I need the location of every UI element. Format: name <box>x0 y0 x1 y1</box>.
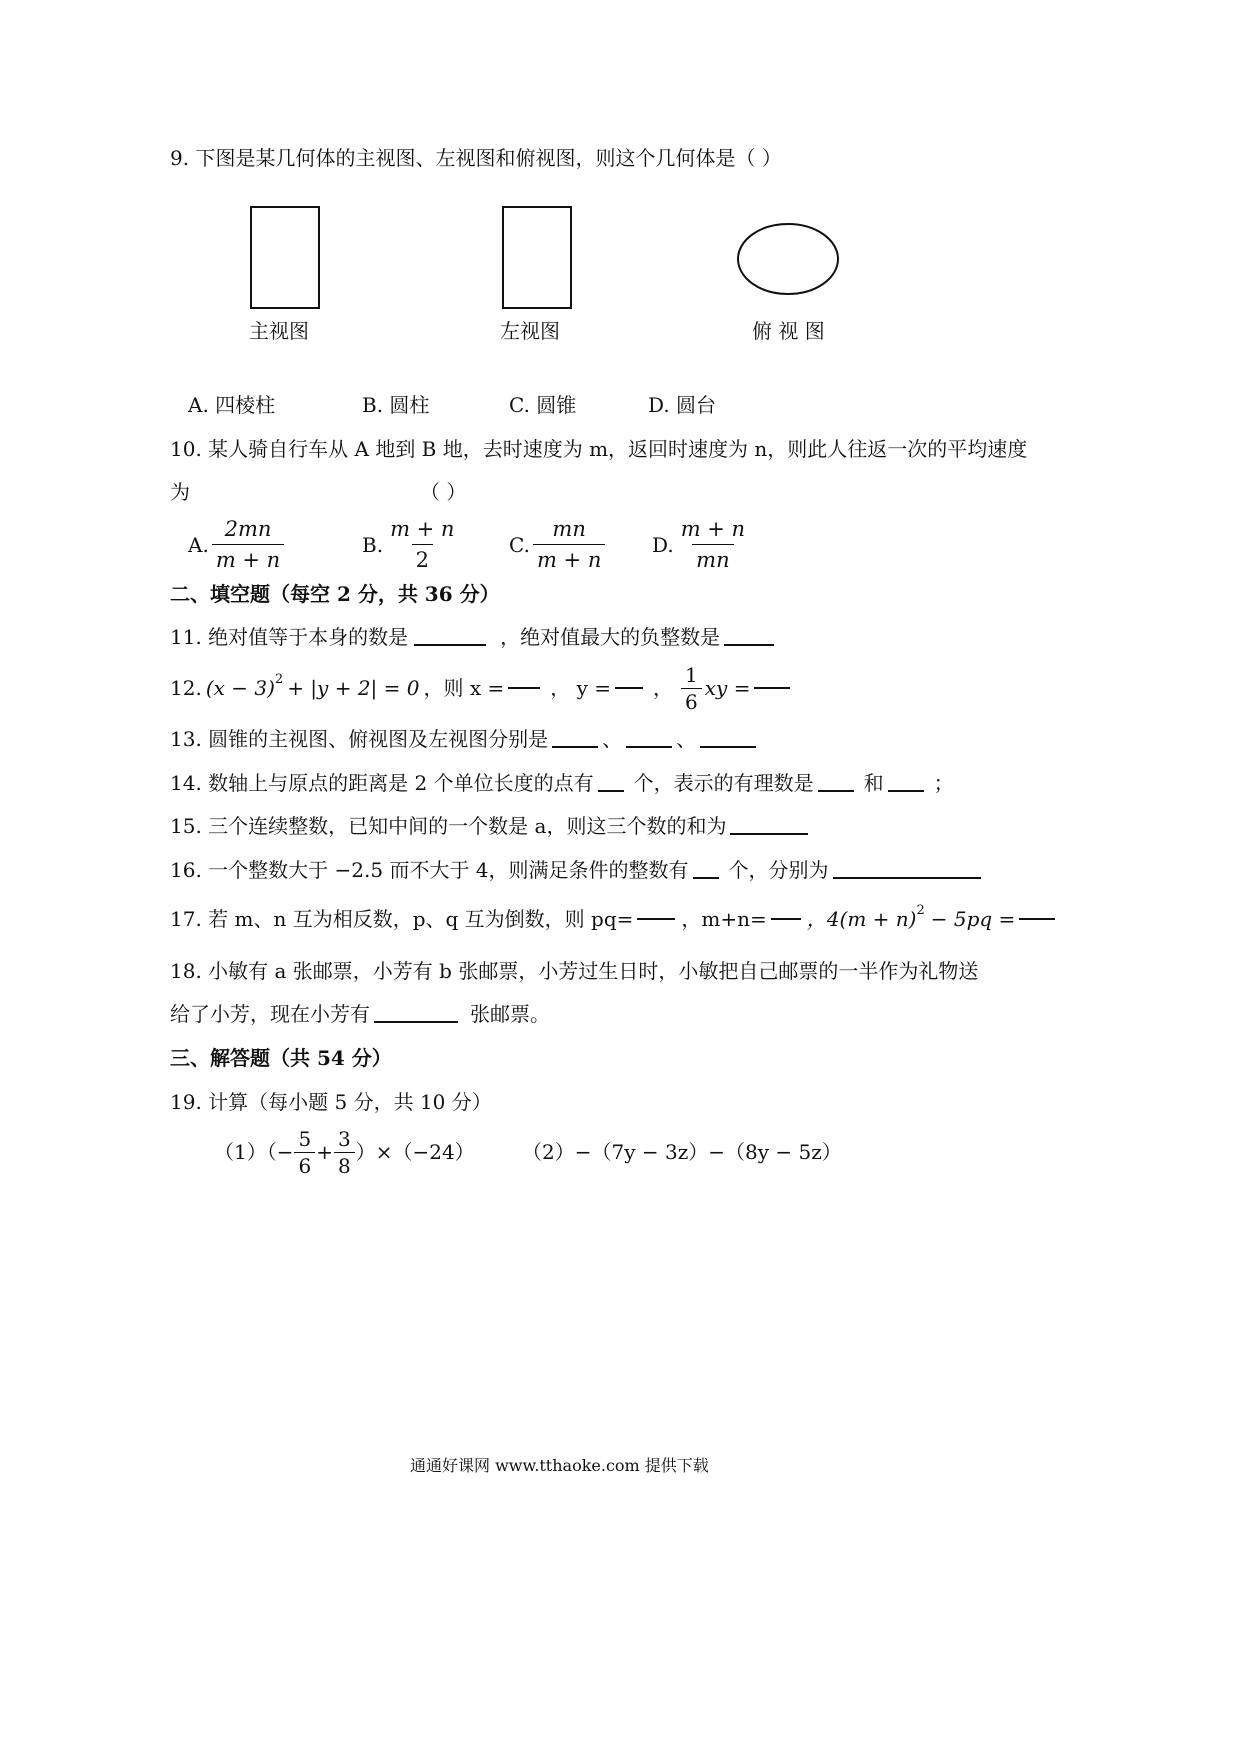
q19-p1-prefix: （1）（− <box>214 1140 294 1164</box>
q14-blank3[interactable] <box>888 790 924 792</box>
q9-option-a: A. 四棱柱 <box>188 393 276 417</box>
footer-text: 通通好课网 www.tthaoke.com 提供下载 <box>410 1456 709 1475</box>
q12-fraction <box>681 664 702 713</box>
q18-line2b: 张邮票。 <box>470 1002 550 1026</box>
q15-blank[interactable] <box>730 833 808 835</box>
q14-part3: 和 <box>863 771 884 795</box>
q18-line1: 18. 小敏有 a 张邮票，小芳有 b 张邮票，小芳过生日时，小敏把自己邮票的一半作为礼物送 <box>170 959 979 983</box>
q19-p1-f1-num: 5 <box>298 1126 312 1151</box>
q17-blank1[interactable] <box>637 918 675 920</box>
q18-line2 <box>170 1002 550 1026</box>
q12-frac-den: 6 <box>681 688 702 713</box>
q10-option-c <box>509 516 608 573</box>
q12-part-x: ，则 x = <box>423 676 505 700</box>
q11-blank1[interactable] <box>414 644 486 646</box>
left-view-rectangle <box>502 206 572 309</box>
q13-blank3[interactable] <box>700 746 756 748</box>
q10-option-a-fraction <box>212 516 284 573</box>
q10-option-c-fraction <box>533 516 605 573</box>
q17-part4: − 5pq = <box>930 907 1016 931</box>
q16-blank2[interactable] <box>833 877 981 879</box>
q10-option-a-den: m + n <box>212 544 284 573</box>
q13-blank1[interactable] <box>552 746 598 748</box>
q18-line2a: 给了小芳，现在小芳有 <box>170 1002 370 1026</box>
q12 <box>170 662 790 714</box>
q15-text: 15. 三个连续整数，已知中间的一个数是 a，则这三个数的和为 <box>170 814 727 838</box>
q14-part2: 个，表示的有理数是 <box>633 771 814 795</box>
q10-option-d-den: mn <box>692 544 733 573</box>
q19-p1-fraction2 <box>334 1128 355 1177</box>
q9-option-c: C. 圆锥 <box>509 393 577 417</box>
q10-answer-paren: （ ） <box>420 480 467 504</box>
q12-part-y: ， y = <box>550 676 612 700</box>
q9-stem: 9. 下图是某几何体的主视图、左视图和俯视图，则这个几何体是（ ） <box>170 146 782 170</box>
q12-frac-num: 1 <box>685 662 698 687</box>
top-view-ellipse <box>736 222 840 296</box>
q10-option-b <box>362 516 461 573</box>
q17-blank2[interactable] <box>771 918 801 920</box>
section3-title: 三、解答题（共 54 分） <box>170 1046 392 1070</box>
q10-option-d <box>652 516 752 573</box>
q10-option-b-den: 2 <box>412 544 433 573</box>
q17 <box>170 898 1055 940</box>
q9-option-b: B. 圆柱 <box>362 393 430 417</box>
top-view-label: 俯 视 图 <box>752 319 825 343</box>
q12-blank-xy[interactable] <box>754 687 790 689</box>
q10-option-a <box>188 516 287 573</box>
q10-option-c-label: C. <box>509 532 530 557</box>
q17-part1: 17. 若 m、n 互为相反数，p、q 互为倒数，则 pq= <box>170 907 634 931</box>
q12-blank-x[interactable] <box>508 687 540 689</box>
q19-p1-f2-den: 8 <box>334 1152 355 1177</box>
q17-part3: ，4(m + n) <box>806 907 917 931</box>
q16 <box>170 858 981 882</box>
q19-p1-suffix: ）×（−24） <box>355 1140 475 1164</box>
q10-option-d-num: m + n <box>680 517 746 541</box>
left-view-label: 左视图 <box>500 319 560 343</box>
q11 <box>170 625 774 649</box>
q10-option-c-den: m + n <box>533 544 605 573</box>
q13-sep1: 、 <box>602 727 623 751</box>
section2-title: 二、填空题（每空 2 分，共 36 分） <box>170 582 500 606</box>
q9-option-d: D. 圆台 <box>648 393 717 417</box>
front-view-rectangle <box>250 206 320 309</box>
q10-option-b-fraction <box>386 516 458 573</box>
q19-p1-f2-num: 3 <box>337 1126 351 1151</box>
q14-blank2[interactable] <box>818 790 854 792</box>
q14-part4: ； <box>933 771 954 795</box>
q12-expr2: + |y + 2| = 0 <box>287 676 420 700</box>
q17-part2: ，m+n= <box>681 907 767 931</box>
q19-part1 <box>214 1124 475 1180</box>
q13-text: 13. 圆锥的主视图、俯视图及左视图分别是 <box>170 727 549 751</box>
q12-expr1: (x − 3) <box>205 676 275 700</box>
q17-blank3[interactable] <box>1019 918 1055 920</box>
front-view-label: 主视图 <box>249 319 309 343</box>
q10-option-d-label: D. <box>652 532 674 557</box>
q12-exponent: 2 <box>274 672 284 687</box>
q15 <box>170 814 808 838</box>
q19-part2: （2）−（7y − 3z）−（8y − 5z） <box>522 1140 842 1164</box>
q13 <box>170 727 756 751</box>
q19-p1-plus: + <box>316 1140 333 1164</box>
q10-option-a-label: A. <box>188 532 209 557</box>
q16-part2: 个，分别为 <box>728 858 829 882</box>
q13-blank2[interactable] <box>626 746 672 748</box>
q10-option-b-label: B. <box>362 532 384 557</box>
q18-blank[interactable] <box>374 1021 458 1023</box>
q10-option-d-fraction <box>677 516 749 573</box>
q10-option-b-num: m + n <box>390 517 455 541</box>
q19-p1-f1-den: 6 <box>294 1152 315 1177</box>
q16-part1: 16. 一个整数大于 −2.5 而不大于 4，则满足条件的整数有 <box>170 858 689 882</box>
q12-part-xy: xy = <box>704 676 751 700</box>
q12-label: 12. <box>170 676 202 700</box>
q14 <box>170 771 954 795</box>
q19-p1-fraction1 <box>294 1128 315 1177</box>
q14-part1: 14. 数轴上与原点的距离是 2 个单位长度的点有 <box>170 771 594 795</box>
q11-part1: 11. 绝对值等于本身的数是 <box>170 625 409 649</box>
q14-blank1[interactable] <box>598 790 624 792</box>
q16-blank1[interactable] <box>693 877 719 879</box>
q10-stem-line1: 10. 某人骑自行车从 A 地到 B 地，去时速度为 m，返回时速度为 n，则此人往返一次的平均速度 <box>170 437 1028 461</box>
q11-blank2[interactable] <box>724 644 774 646</box>
q11-part2: ，绝对值最大的负整数是 <box>500 625 721 649</box>
q19-stem: 19. 计算（每小题 5 分，共 10 分） <box>170 1090 492 1114</box>
q10-stem-line2: 为 <box>170 480 190 504</box>
q12-sep: ， <box>653 676 674 700</box>
q17-exponent: 2 <box>916 903 925 918</box>
q12-blank-y[interactable] <box>615 687 643 689</box>
q10-option-c-num: mn <box>552 517 586 541</box>
q10-option-a-num: 2mn <box>224 517 272 541</box>
q13-sep2: 、 <box>676 727 697 751</box>
